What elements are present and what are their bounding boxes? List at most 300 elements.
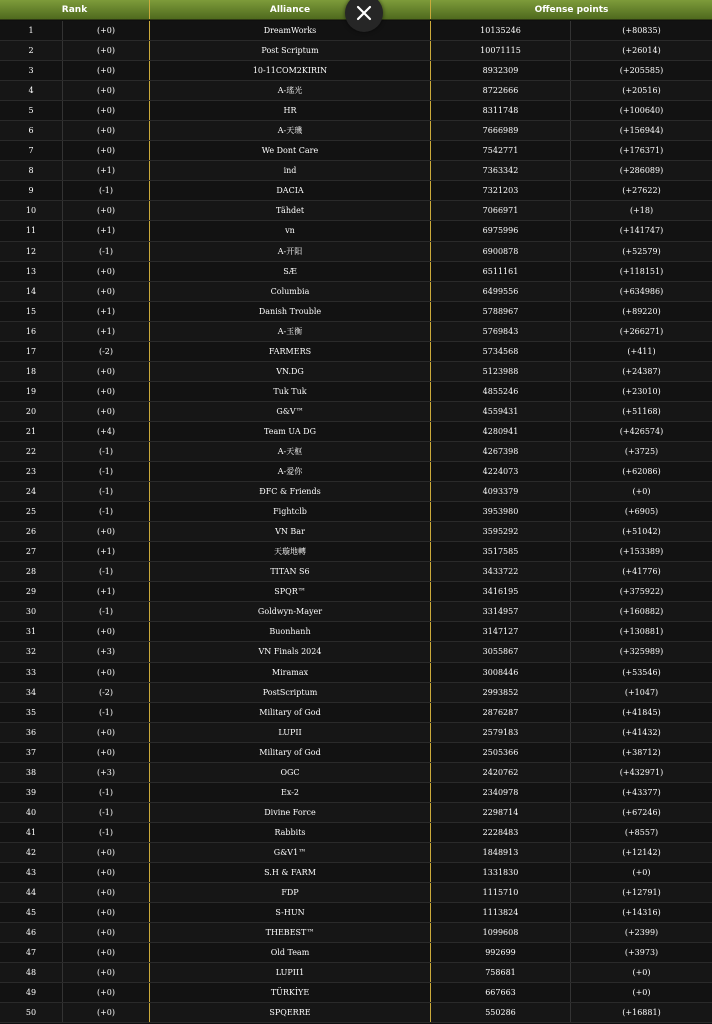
rank-change-cell: (+0) (63, 101, 150, 120)
alliance-name-cell: TÜRKİYE (150, 983, 431, 1002)
rank-cell: 1 (0, 21, 63, 40)
offense-points-cell: 5734568 (431, 342, 571, 361)
alliance-name-cell: 天璇地轉 (150, 542, 431, 561)
rank-change-cell: (+0) (63, 963, 150, 982)
rank-cell: 26 (0, 522, 63, 541)
alliance-name-cell: A-开阳 (150, 242, 431, 261)
table-row[interactable] (0, 141, 712, 161)
rank-cell: 18 (0, 362, 63, 381)
alliance-name-cell: OGC (150, 763, 431, 782)
rank-cell: 21 (0, 422, 63, 441)
rank-change-cell: (-1) (63, 602, 150, 621)
rank-cell: 44 (0, 883, 63, 902)
offense-points-cell: 7363342 (431, 161, 571, 180)
alliance-name-cell: G&V1™ (150, 843, 431, 862)
table-row[interactable] (0, 923, 712, 943)
offense-points-cell: 3595292 (431, 522, 571, 541)
table-row[interactable] (0, 582, 712, 602)
offense-points-cell: 4224073 (431, 462, 571, 481)
rank-cell: 40 (0, 803, 63, 822)
points-gain-cell: (+411) (627, 346, 656, 356)
rank-change-cell: (+0) (63, 923, 150, 942)
alliance-name-cell: TITAN S6 (150, 562, 431, 581)
offense-points-cell: 5769843 (431, 322, 571, 341)
points-gain-cell: (+118151) (619, 266, 664, 276)
rank-change-cell: (+4) (63, 422, 150, 441)
offense-points-cell: 3055867 (431, 642, 571, 661)
rank-change-cell: (+0) (63, 201, 150, 220)
table-row[interactable] (0, 442, 712, 462)
rank-cell: 19 (0, 382, 63, 401)
table-row[interactable] (0, 242, 712, 262)
points-gain-cell: (+8557) (624, 827, 659, 837)
offense-points-cell: 1113824 (431, 903, 571, 922)
offense-points-cell: 2579183 (431, 723, 571, 742)
points-gain-cell: (+41845) (622, 707, 661, 717)
offense-points-cell: 2340978 (431, 783, 571, 802)
offense-points-cell: 3147127 (431, 622, 571, 641)
table-body (0, 21, 712, 1024)
alliance-name-cell: VN Bar (150, 522, 431, 541)
rank-change-cell: (+3) (63, 763, 150, 782)
alliance-name-cell: Danish Trouble (150, 302, 431, 321)
header-offense-points[interactable]: Offense points (534, 5, 609, 15)
points-gain-cell: (+41432) (622, 727, 661, 737)
offense-points-cell: 6511161 (431, 262, 571, 281)
table-row[interactable] (0, 823, 712, 843)
rank-change-cell: (+1) (63, 221, 150, 240)
alliance-name-cell: VN.DG (150, 362, 431, 381)
rank-cell: 29 (0, 582, 63, 601)
rank-change-cell: (+3) (63, 642, 150, 661)
alliance-name-cell: Buonhanh (150, 622, 431, 641)
alliance-name-cell: S.H & FARM (150, 863, 431, 882)
rank-cell: 32 (0, 642, 63, 661)
table-row[interactable] (0, 522, 712, 542)
table-row[interactable] (0, 502, 712, 522)
alliance-name-cell: vn (150, 221, 431, 240)
alliance-name-cell: Military of God (150, 743, 431, 762)
rank-change-cell: (+0) (63, 903, 150, 922)
alliance-name-cell: SPQR™ (150, 582, 431, 601)
alliance-name-cell: ĐFC & Friends (150, 482, 431, 501)
rank-change-cell: (-1) (63, 502, 150, 521)
alliance-name-cell: Goldwyn-Mayer (150, 602, 431, 621)
alliance-name-cell: Rabbits (150, 823, 431, 842)
points-gain-cell: (+0) (632, 867, 651, 877)
points-gain-cell: (+266271) (619, 326, 664, 336)
points-gain-cell: (+43377) (622, 787, 661, 797)
rank-cell: 39 (0, 783, 63, 802)
rank-cell: 2 (0, 41, 63, 60)
points-gain-cell: (+12142) (622, 847, 661, 857)
rank-cell: 50 (0, 1003, 63, 1022)
rank-cell: 36 (0, 723, 63, 742)
rank-change-cell: (-1) (63, 482, 150, 501)
rank-change-cell: (+0) (63, 943, 150, 962)
table-row[interactable] (0, 362, 712, 382)
rank-cell: 30 (0, 602, 63, 621)
alliance-name-cell: Team UA DG (150, 422, 431, 441)
offense-points-cell: 2993852 (431, 683, 571, 702)
rank-change-cell: (-1) (63, 783, 150, 802)
alliance-name-cell: LUPII1 (150, 963, 431, 982)
rank-cell: 9 (0, 181, 63, 200)
offense-points-cell: 758681 (431, 963, 571, 982)
table-row[interactable] (0, 963, 712, 983)
table-row[interactable] (0, 743, 712, 763)
alliance-name-cell: We Dont Care (150, 141, 431, 160)
rank-change-cell: (-1) (63, 823, 150, 842)
rank-cell: 38 (0, 763, 63, 782)
rank-change-cell: (+0) (63, 522, 150, 541)
points-gain-cell: (+0) (632, 487, 651, 497)
offense-points-cell: 1115710 (431, 883, 571, 902)
offense-points-cell: 550286 (431, 1003, 571, 1022)
table-row[interactable] (0, 342, 712, 362)
rank-change-cell: (+1) (63, 582, 150, 601)
offense-points-cell: 1099608 (431, 923, 571, 942)
offense-points-cell: 7321203 (431, 181, 571, 200)
rank-change-cell: (+0) (63, 41, 150, 60)
rank-cell: 17 (0, 342, 63, 361)
offense-points-cell: 2505366 (431, 743, 571, 762)
points-gain-cell: (+141747) (619, 226, 664, 236)
alliance-name-cell: Columbia (150, 282, 431, 301)
points-gain-cell: (+14316) (622, 908, 661, 918)
points-gain-cell: (+16881) (622, 1008, 661, 1018)
offense-points-cell: 7066971 (431, 201, 571, 220)
offense-points-cell: 6900878 (431, 242, 571, 261)
offense-points-cell: 8722666 (431, 81, 571, 100)
rank-cell: 15 (0, 302, 63, 321)
rank-change-cell: (-1) (63, 442, 150, 461)
alliance-name-cell: HR (150, 101, 431, 120)
rank-change-cell: (-1) (63, 803, 150, 822)
close-x-icon (356, 5, 372, 21)
table-row[interactable] (0, 161, 712, 181)
table-row[interactable] (0, 262, 712, 282)
alliance-name-cell: A-天璣 (150, 121, 431, 140)
rank-change-cell: (-1) (63, 181, 150, 200)
alliance-name-cell: 10-11COM2KIRIN (150, 61, 431, 80)
rank-change-cell: (+0) (63, 262, 150, 281)
table-row[interactable] (0, 121, 712, 141)
alliance-name-cell: Fightclb (150, 502, 431, 521)
offense-points-cell: 2420762 (431, 763, 571, 782)
points-gain-cell: (+634986) (619, 286, 664, 296)
rank-change-cell: (-1) (63, 242, 150, 261)
points-gain-cell: (+325989) (619, 647, 664, 657)
rank-cell: 37 (0, 743, 63, 762)
rank-cell: 8 (0, 161, 63, 180)
offense-points-cell: 2876287 (431, 703, 571, 722)
header-rank[interactable]: Rank (0, 0, 150, 19)
points-gain-cell: (+153389) (619, 547, 664, 557)
table-row[interactable] (0, 983, 712, 1003)
rank-change-cell: (+1) (63, 161, 150, 180)
offense-points-cell: 3008446 (431, 663, 571, 682)
points-gain-cell: (+130881) (619, 627, 664, 637)
table-row[interactable] (0, 723, 712, 743)
alliance-name-cell: SÆ (150, 262, 431, 281)
table-row[interactable] (0, 1003, 712, 1023)
rank-change-cell: (+0) (63, 382, 150, 401)
alliance-name-cell: VN Finals 2024 (150, 642, 431, 661)
table-row[interactable] (0, 221, 712, 241)
rank-cell: 45 (0, 903, 63, 922)
points-gain-cell: (+62086) (622, 467, 661, 477)
offense-points-cell: 10071115 (431, 41, 571, 60)
table-row[interactable] (0, 302, 712, 322)
table-row[interactable] (0, 763, 712, 783)
points-gain-cell: (+51042) (622, 527, 661, 537)
rank-cell: 24 (0, 482, 63, 501)
points-gain-cell: (+41776) (622, 567, 661, 577)
table-row[interactable] (0, 602, 712, 622)
rank-cell: 6 (0, 121, 63, 140)
rank-change-cell: (+0) (63, 983, 150, 1002)
points-gain-cell: (+205585) (619, 66, 664, 76)
rank-change-cell: (+0) (63, 362, 150, 381)
rank-change-cell: (+0) (63, 723, 150, 742)
offense-points-cell: 8932309 (431, 61, 571, 80)
offense-points-cell: 4093379 (431, 482, 571, 501)
offense-points-cell: 10135246 (431, 21, 571, 40)
offense-points-cell: 6499556 (431, 282, 571, 301)
table-row[interactable] (0, 542, 712, 562)
points-gain-cell: (+24387) (622, 366, 661, 376)
offense-points-cell: 7542771 (431, 141, 571, 160)
rank-change-cell: (-1) (63, 462, 150, 481)
table-row[interactable] (0, 482, 712, 502)
table-row[interactable] (0, 61, 712, 81)
rank-cell: 22 (0, 442, 63, 461)
rank-cell: 31 (0, 622, 63, 641)
rank-change-cell: (+0) (63, 141, 150, 160)
table-row[interactable] (0, 382, 712, 402)
rank-change-cell: (-2) (63, 683, 150, 702)
points-gain-cell: (+375922) (619, 587, 664, 597)
rank-change-cell: (-2) (63, 342, 150, 361)
points-gain-cell: (+53546) (622, 667, 661, 677)
offense-points-cell: 3953980 (431, 502, 571, 521)
points-gain-cell: (+27622) (622, 186, 661, 196)
offense-points-cell: 1848913 (431, 843, 571, 862)
alliance-name-cell: FDP (150, 883, 431, 902)
points-gain-cell: (+6905) (624, 507, 659, 517)
alliance-name-cell: Military of God (150, 703, 431, 722)
points-gain-cell: (+160882) (619, 607, 664, 617)
rank-change-cell: (+0) (63, 61, 150, 80)
rank-change-cell: (-1) (63, 562, 150, 581)
rank-cell: 5 (0, 101, 63, 120)
table-row[interactable] (0, 622, 712, 642)
offense-points-cell: 3517585 (431, 542, 571, 561)
rank-change-cell: (+0) (63, 843, 150, 862)
offense-points-cell: 4559431 (431, 402, 571, 421)
points-gain-cell: (+26014) (622, 46, 661, 56)
rank-cell: 34 (0, 683, 63, 702)
table-row[interactable] (0, 843, 712, 863)
rank-change-cell: (+0) (63, 81, 150, 100)
offense-points-cell: 1331830 (431, 863, 571, 882)
table-row[interactable] (0, 703, 712, 723)
table-row[interactable] (0, 903, 712, 923)
offense-points-cell: 8311748 (431, 101, 571, 120)
rank-cell: 16 (0, 322, 63, 341)
rank-cell: 13 (0, 262, 63, 281)
alliance-name-cell: DreamWorks (150, 21, 431, 40)
alliance-name-cell: G&V™ (150, 402, 431, 421)
points-gain-cell: (+3973) (624, 948, 659, 958)
table-row[interactable] (0, 282, 712, 302)
points-gain-cell: (+2399) (624, 928, 659, 938)
rank-change-cell: (+1) (63, 302, 150, 321)
rank-change-cell: (+0) (63, 1003, 150, 1022)
rank-change-cell: (+0) (63, 622, 150, 641)
rank-cell: 11 (0, 221, 63, 240)
table-row[interactable] (0, 803, 712, 823)
offense-points-cell: 4280941 (431, 422, 571, 441)
alliance-name-cell: FARMERS (150, 342, 431, 361)
table-row[interactable] (0, 322, 712, 342)
offense-points-cell: 6975996 (431, 221, 571, 240)
rank-cell: 28 (0, 562, 63, 581)
points-gain-cell: (+432971) (619, 767, 664, 777)
table-row[interactable] (0, 683, 712, 703)
alliance-name-cell: DACIA (150, 181, 431, 200)
points-gain-cell: (+1047) (624, 687, 659, 697)
alliance-name-cell: PostScriptum (150, 683, 431, 702)
offense-points-cell: 4855246 (431, 382, 571, 401)
alliance-name-cell: Miramax (150, 663, 431, 682)
rank-cell: 43 (0, 863, 63, 882)
table-row[interactable] (0, 181, 712, 201)
rank-cell: 3 (0, 61, 63, 80)
points-gain-cell: (+67246) (622, 807, 661, 817)
table-row[interactable] (0, 81, 712, 101)
alliance-name-cell: LUPII (150, 723, 431, 742)
rank-cell: 47 (0, 943, 63, 962)
rank-change-cell: (+0) (63, 863, 150, 882)
points-gain-cell: (+51168) (622, 406, 661, 416)
points-gain-cell: (+0) (632, 968, 651, 978)
table-row[interactable] (0, 642, 712, 662)
table-row[interactable] (0, 462, 712, 482)
alliance-name-cell: A-玉衡 (150, 322, 431, 341)
offense-points-cell: 992699 (431, 943, 571, 962)
rank-cell: 48 (0, 963, 63, 982)
table-row[interactable] (0, 943, 712, 963)
rank-cell: 7 (0, 141, 63, 160)
rank-cell: 23 (0, 462, 63, 481)
offense-points-cell: 667663 (431, 983, 571, 1002)
rank-cell: 14 (0, 282, 63, 301)
points-gain-cell: (+38712) (622, 747, 661, 757)
alliance-name-cell: A-瑤光 (150, 81, 431, 100)
table-row[interactable] (0, 562, 712, 582)
rank-cell: 27 (0, 542, 63, 561)
rank-change-cell: (+0) (63, 282, 150, 301)
alliance-name-cell: Ex-2 (150, 783, 431, 802)
table-row[interactable] (0, 663, 712, 683)
alliance-name-cell: ind (150, 161, 431, 180)
rank-change-cell: (+0) (63, 743, 150, 762)
points-gain-cell: (+176371) (619, 146, 664, 156)
points-gain-cell: (+100640) (619, 106, 664, 116)
rank-change-cell: (+1) (63, 542, 150, 561)
table-row[interactable] (0, 201, 712, 221)
rank-cell: 12 (0, 242, 63, 261)
table-row[interactable] (0, 883, 712, 903)
rank-change-cell: (-1) (63, 703, 150, 722)
points-gain-cell: (+0) (632, 988, 651, 998)
offense-points-cell: 5123988 (431, 362, 571, 381)
alliance-name-cell: A-天枢 (150, 442, 431, 461)
offense-points-cell: 3314957 (431, 602, 571, 621)
rank-change-cell: (+1) (63, 322, 150, 341)
rank-cell: 35 (0, 703, 63, 722)
rank-cell: 49 (0, 983, 63, 1002)
points-gain-cell: (+80835) (622, 26, 661, 35)
offense-points-cell: 7666989 (431, 121, 571, 140)
table-row[interactable] (0, 101, 712, 121)
alliance-name-cell: Old Team (150, 943, 431, 962)
rank-cell: 46 (0, 923, 63, 942)
points-gain-cell: (+12791) (622, 888, 661, 898)
rank-cell: 20 (0, 402, 63, 421)
points-gain-cell: (+89220) (622, 306, 661, 316)
offense-points-cell: 4267398 (431, 442, 571, 461)
offense-points-cell: 2228483 (431, 823, 571, 842)
rank-cell: 41 (0, 823, 63, 842)
alliance-name-cell: Tähdet (150, 201, 431, 220)
points-gain-cell: (+156944) (619, 126, 664, 136)
rank-cell: 33 (0, 663, 63, 682)
rank-change-cell: (+0) (63, 883, 150, 902)
alliance-name-cell: S-HUN (150, 903, 431, 922)
table-row[interactable] (0, 783, 712, 803)
table-row[interactable] (0, 402, 712, 422)
offense-points-cell: 2298714 (431, 803, 571, 822)
points-gain-cell: (+23010) (622, 386, 661, 396)
alliance-name-cell: SPQERRE (150, 1003, 431, 1022)
points-gain-cell: (+3725) (624, 446, 659, 456)
rank-change-cell: (+0) (63, 21, 150, 40)
table-row[interactable] (0, 863, 712, 883)
points-gain-cell: (+426574) (619, 426, 664, 436)
rank-change-cell: (+0) (63, 121, 150, 140)
offense-points-cell: 3433722 (431, 562, 571, 581)
alliance-name-cell: Post Scriptum (150, 41, 431, 60)
alliance-name-cell: Tuk Tuk (150, 382, 431, 401)
rank-change-cell: (+0) (63, 402, 150, 421)
header-alliance[interactable]: Alliance (150, 0, 431, 19)
table-row[interactable] (0, 41, 712, 61)
points-gain-cell: (+20516) (622, 86, 661, 96)
rank-cell: 25 (0, 502, 63, 521)
alliance-name-cell: A-爱你 (150, 462, 431, 481)
table-row[interactable] (0, 422, 712, 442)
rank-cell: 4 (0, 81, 63, 100)
points-gain-cell: (+52579) (622, 246, 661, 256)
alliance-name-cell: THEBEST™ (150, 923, 431, 942)
rank-cell: 42 (0, 843, 63, 862)
offense-points-cell: 3416195 (431, 582, 571, 601)
points-gain-cell: (+18) (629, 206, 654, 216)
offense-points-cell: 5788967 (431, 302, 571, 321)
